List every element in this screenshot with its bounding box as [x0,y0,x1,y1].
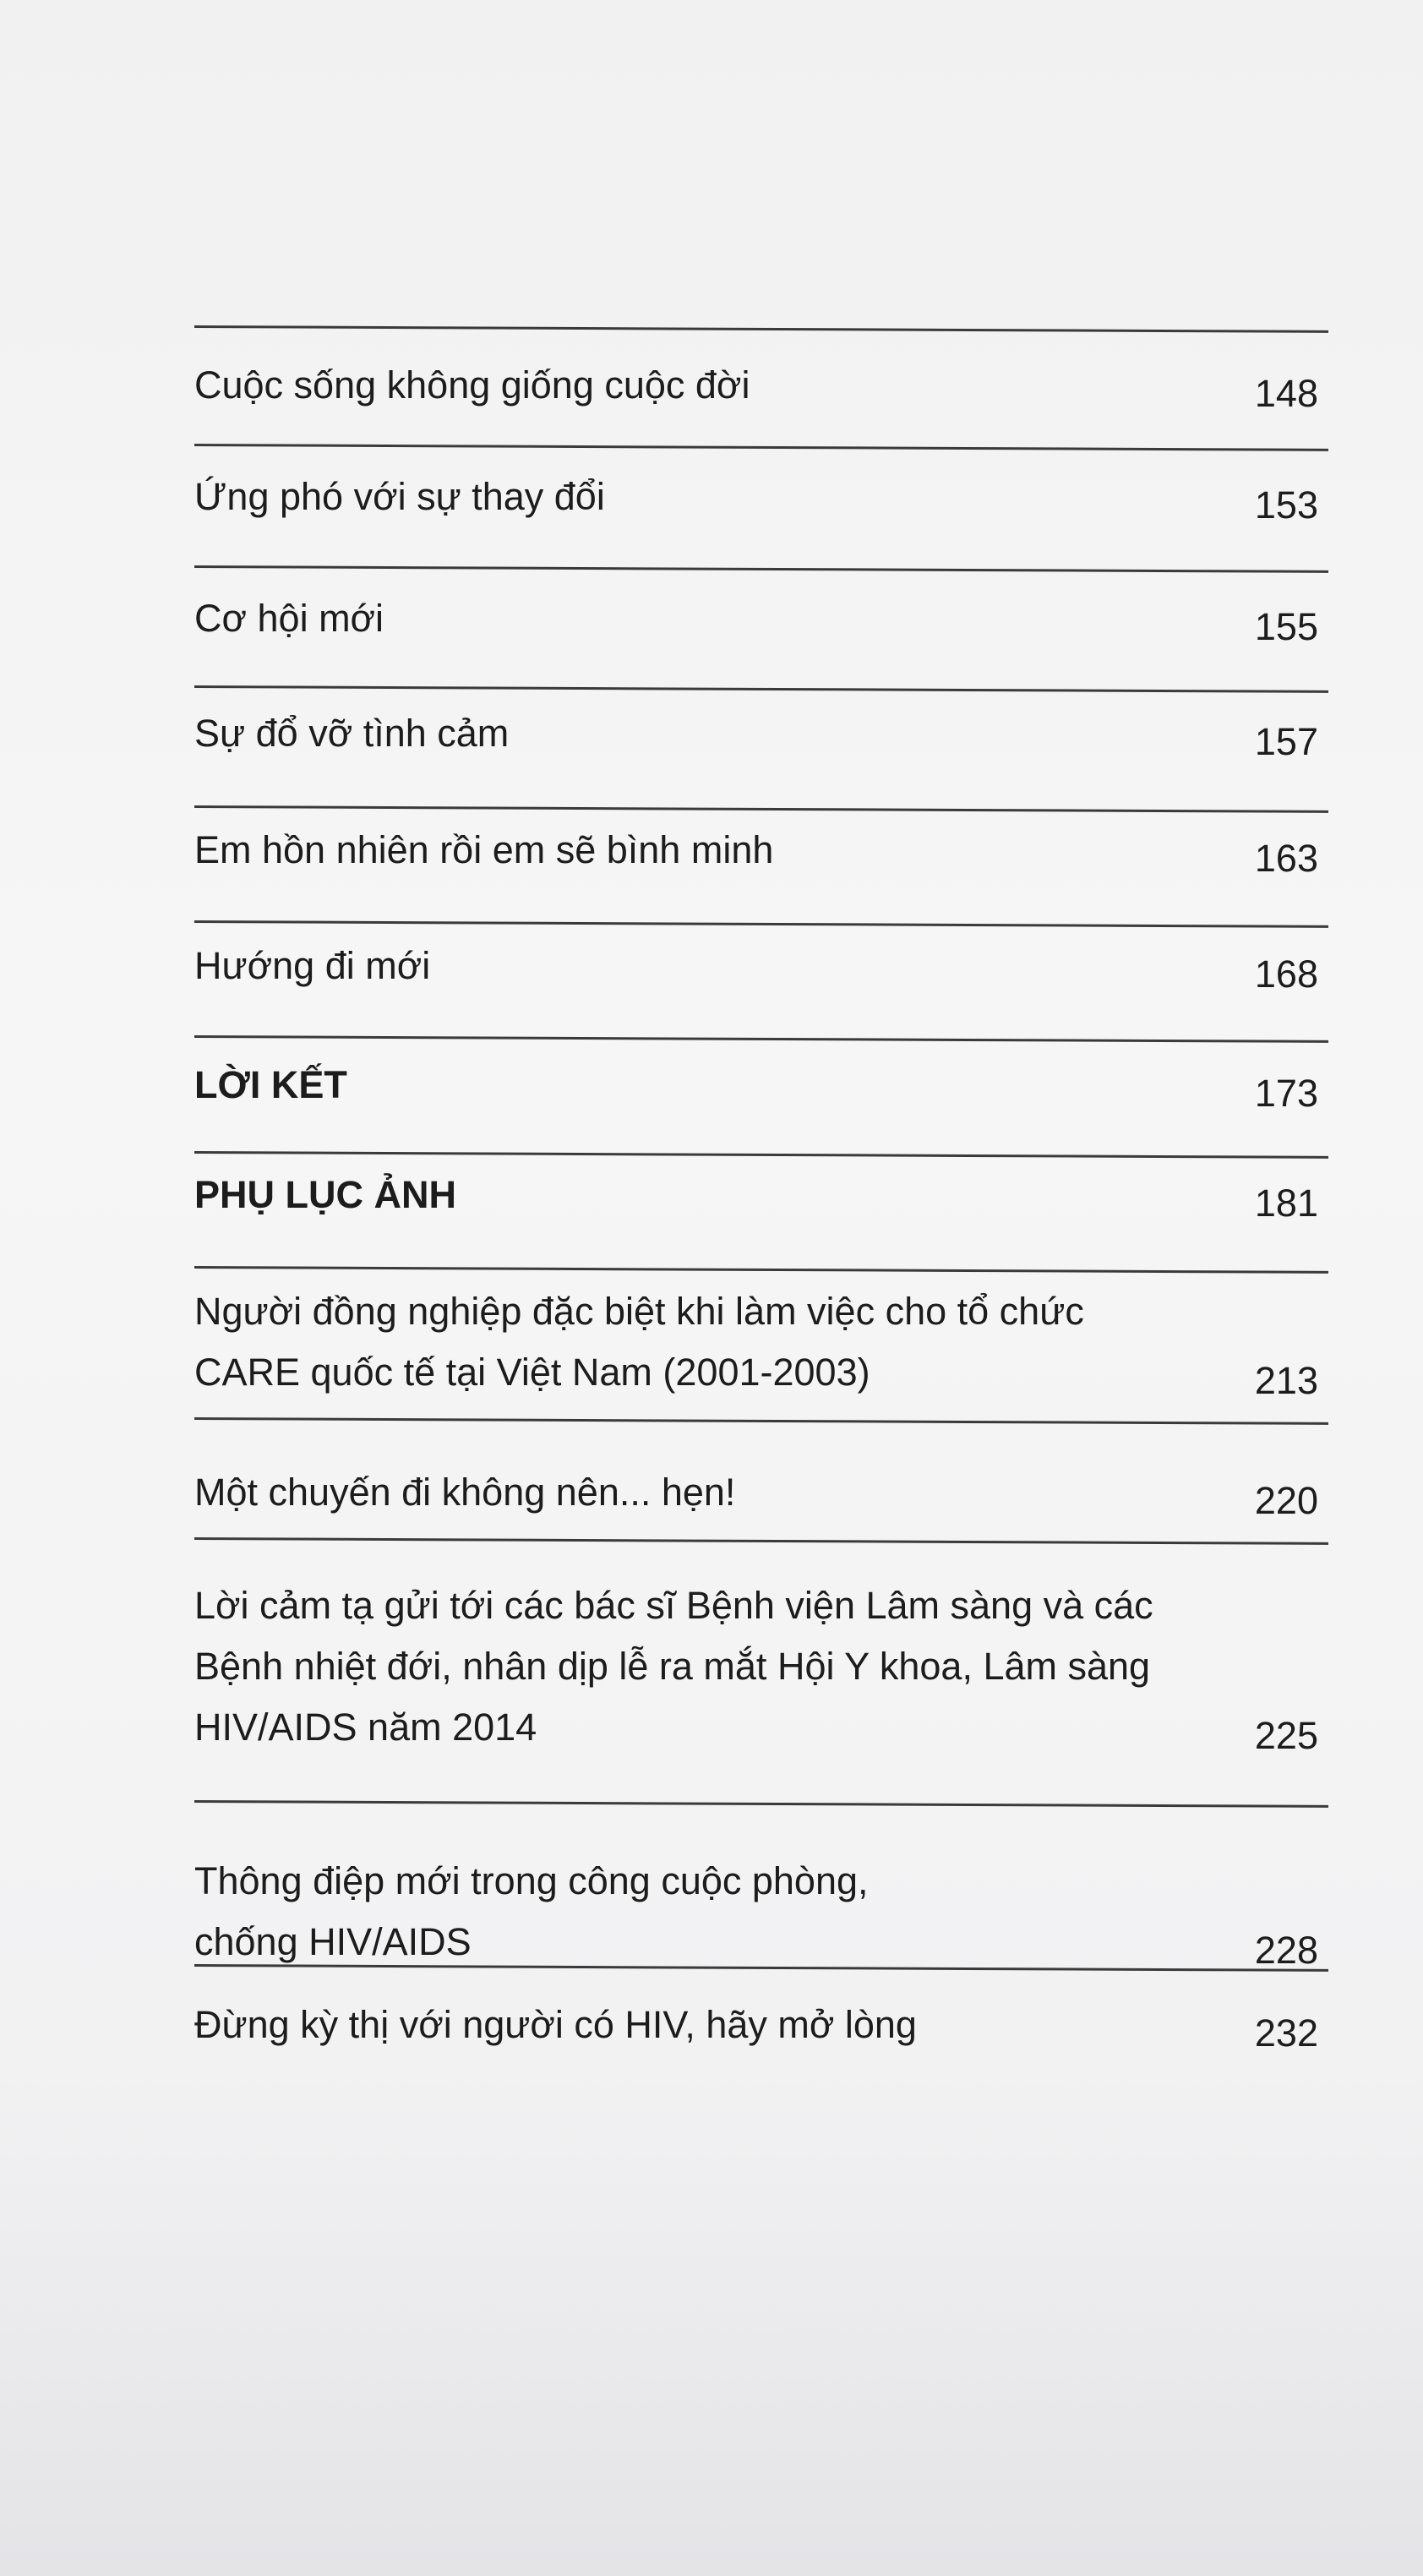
entry-title: Lời cảm tạ gửi tới các bác sĩ Bệnh viện Lâm sàng và các Bệnh nhiệt đới, nhân dịp lễ ra mắt Hội Y khoa, Lâm sàng HIV/AIDS năm 2014 [194,1584,1153,1749]
toc-entry [194,467,1318,527]
entry-page: 163 [1254,837,1318,880]
toc-entry [194,1055,1318,1116]
entry-title: Đừng kỳ thị với người có HIV, hãy mở lòng [194,2003,917,2046]
entry-title: LỜI KẾT [194,1063,347,1106]
toc-entry [194,1575,1318,1758]
entry-page: 228 [1254,1929,1318,1972]
toc-entry [194,1462,1318,1523]
entry-title: Một chuyến đi không nên... hẹn! [194,1471,736,1514]
divider [194,1266,1328,1274]
entry-page: 153 [1254,483,1318,527]
toc-entry [194,703,1318,764]
divider [194,1151,1328,1159]
divider [194,1417,1328,1425]
toc-entry [194,820,1318,881]
toc-entry [194,1281,1318,1403]
entry-page: 148 [1254,372,1318,415]
divider [194,920,1328,928]
entry-title: PHỤ LỤC ẢNH [194,1173,456,1216]
toc-entry [194,588,1318,649]
entry-page: 168 [1254,952,1318,996]
divider [194,1537,1328,1545]
entry-page: 225 [1254,1714,1318,1757]
entry-page: 173 [1254,1072,1318,1115]
entry-title: Hướng đi mới [194,944,431,987]
entry-page: 181 [1254,1182,1318,1225]
toc-entry [194,1851,1318,1973]
entry-title: Người đồng nghiệp đặc biệt khi làm việc cho tổ chức CARE quốc tế tại Việt Nam (2001-2003) [194,1290,1084,1394]
entry-page: 155 [1254,605,1318,648]
entry-title: Cơ hội mới [194,597,384,640]
divider [194,1035,1328,1043]
divider [194,1800,1328,1808]
divider [194,325,1328,333]
toc-entry [194,355,1318,416]
entry-page: 220 [1254,1479,1318,1522]
entry-title: Ứng phó với sự thay đổi [194,475,605,518]
entry-page: 232 [1254,2011,1318,2055]
entry-title: Em hồn nhiên rồi em sẽ bình minh [194,828,774,871]
entry-title: Cuộc sống không giống cuộc đời [194,363,750,407]
divider [194,805,1328,813]
toc-entry [194,1165,1318,1225]
toc-entry [194,936,1318,996]
entry-title: Thông điệp mới trong công cuộc phòng, chống HIV/AIDS [194,1859,869,1963]
entry-page: 157 [1254,720,1318,763]
entry-page: 213 [1254,1359,1318,1402]
divider [194,565,1328,573]
divider [194,685,1328,693]
divider [194,444,1328,451]
toc-entry [194,1995,1318,2055]
entry-title: Sự đổ vỡ tình cảm [194,712,510,755]
